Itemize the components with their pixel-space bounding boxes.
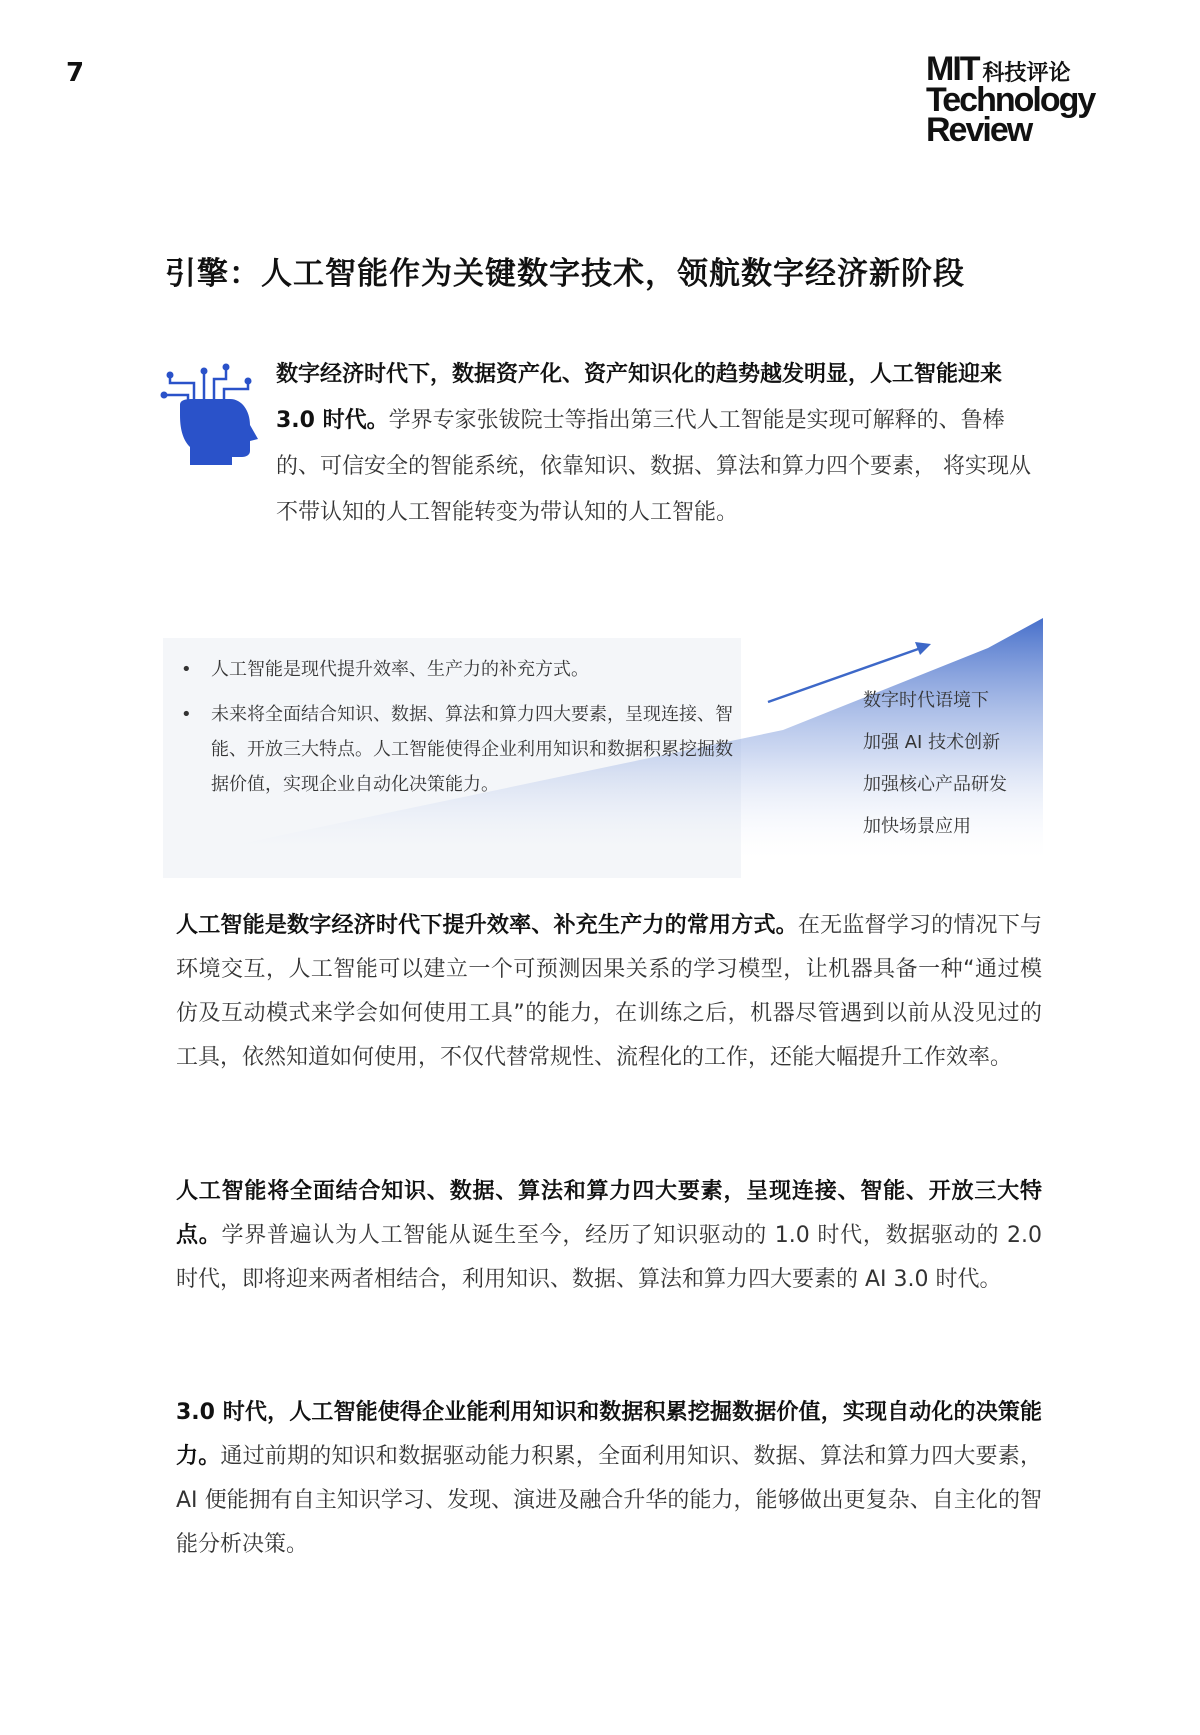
callout-right-item: 加快场景应用 [863, 816, 971, 837]
body-paragraph [176, 1391, 1042, 1567]
page-number: 7 [66, 58, 85, 88]
intro-text: 学界专家张钹院士等指出第三代人工智能是实现可解释的、鲁棒的、可信安全的智能系统，依靠知识、数据、算法和算力四个要素， 将实现从不带认知的人工智能转变为带认知的人工智能。 [276, 408, 1031, 525]
paragraph-text: 在无监督学习的情况下与环境交互，人工智能可以建立一个可预测因果关系的学习模型，让机器具备一种“通过模仿及互动模式来学会如何使用工具”的能力，在训练之后，机器尽管遇到以前从没见过的工具，依然知道如何使用，不仅代替常规性、流程化的工作，还能大幅提升工作效率。 [176, 913, 1042, 1070]
logo-technology: Technology [926, 80, 1095, 119]
callout-right-item: 数字时代语境下 [863, 690, 989, 711]
callout-bullet: • 人工智能是现代提升效率、生产力的补充方式。 [175, 652, 735, 687]
ai-head-circuit-icon [160, 355, 264, 465]
paragraph-bold: 人工智能将全面结合知识、数据、算法和算力四大要素，呈现连接、智能、开放三大特点。 [176, 1179, 1042, 1248]
callout-right-item: 加强核心产品研发 [863, 774, 1007, 795]
logo-chinese: 科技评论 [982, 61, 1071, 86]
callout-right-item: 加强 AI 技术创新 [863, 732, 1001, 753]
intro-paragraph [276, 352, 1036, 536]
paragraph-bold: 3.0 时代，人工智能使得企业能利用知识和数据积累挖掘数据价值，实现自动化的决策能力。 [176, 1400, 1042, 1469]
section-title: 引擎：人工智能作为关键数字技术，领航数字经济新阶段 [165, 256, 965, 292]
paragraph-text: 学界普遍认为人工智能从诞生至今，经历了知识驱动的 1.0 时代，数据驱动的 2.0 时代，即将迎来两者相结合，利用知识、数据、算法和算力四大要素的 AI 3.0 时代。 [176, 1223, 1042, 1292]
logo-review: Review [926, 111, 1032, 150]
body-paragraph [176, 904, 1042, 1080]
mit-technology-review-logo [926, 50, 1096, 150]
callout-box [163, 590, 1063, 890]
callout-right-list [863, 680, 1063, 848]
body-paragraph [176, 1170, 1042, 1302]
callout-bullet-list [175, 652, 735, 812]
paragraph-text: 通过前期的知识和数据驱动能力积累，全面利用知识、数据、算法和算力四大要素， AI 便能拥有自主知识学习、发现、演进及融合升华的能力，能够做出更复杂、自主化的智能分析决策。 [176, 1444, 1042, 1557]
logo-mit: MIT [926, 50, 979, 88]
intro-bold: 数字经济时代下，数据资产化、资产知识化的趋势越发明显，人工智能迎来 3.0 时代。 [276, 362, 1003, 433]
callout-bullet: • 未来将全面结合知识、数据、算法和算力四大要素，呈现连接、智能、开放三大特点。人工智能使得企业利用知识和数据积累挖掘数据价值，实现企业自动化决策能力。 [175, 697, 735, 802]
paragraph-bold: 人工智能是数字经济时代下提升效率、补充生产力的常用方式。 [176, 913, 798, 938]
